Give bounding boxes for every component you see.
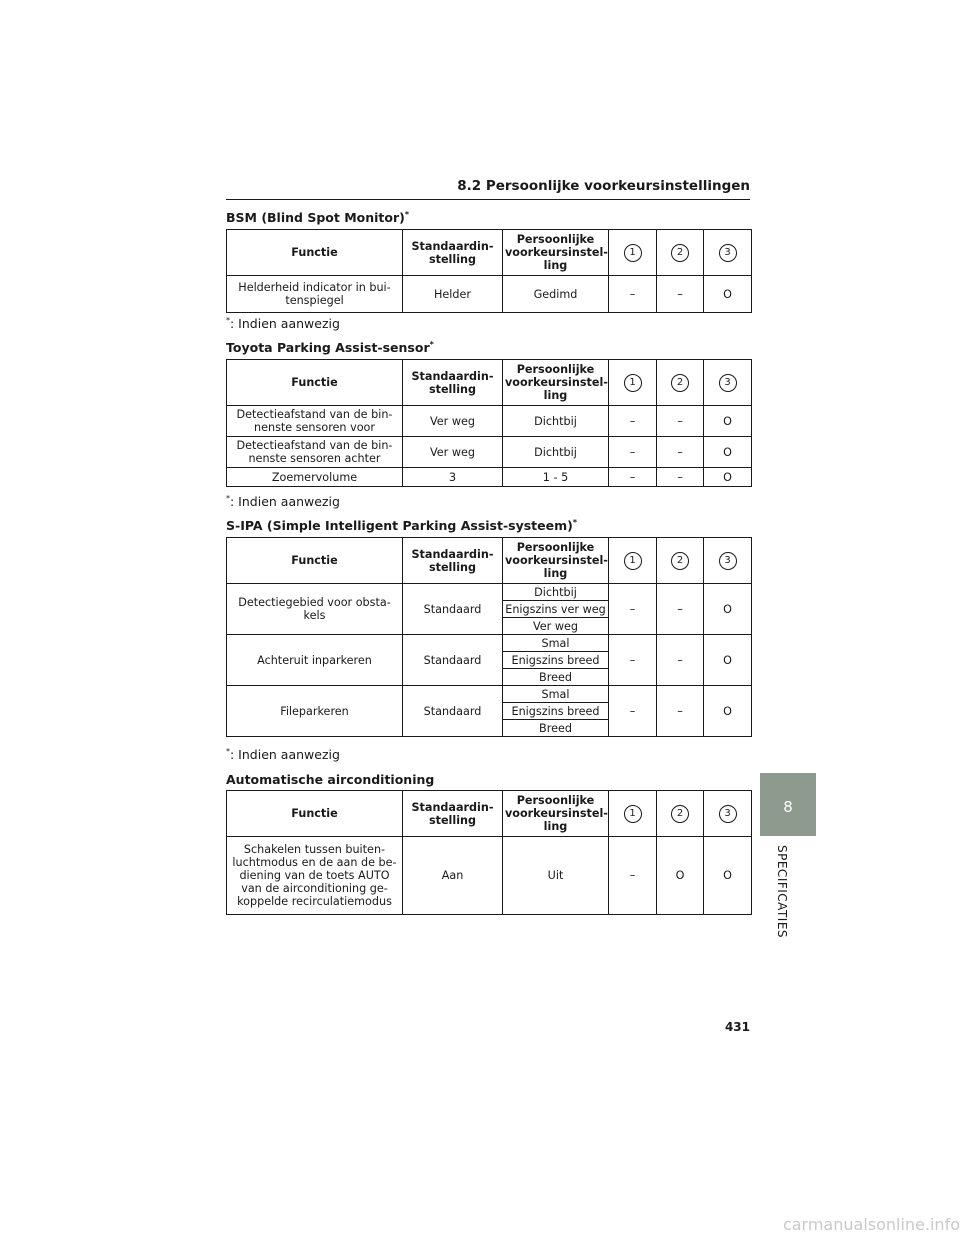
table-row: Detectieafstand van de bin-nenste sensoren achter Ver weg Dichtbij – – O [227,437,752,468]
table-row: Fileparkeren Standaard Smal – – O [227,686,752,703]
table-row: Detectieafstand van de bin-nenste sensoren voor Ver weg Dichtbij – – O [227,406,752,437]
section-title-sipa: S-IPA (Simple Intelligent Parking Assist-systeem)* [226,518,578,534]
bsm-table [226,229,752,313]
sipa-table: Functie Standaardin-stelling Persoonlijke voorkeursinstel-ling 1 2 3 Detectiegebied voor obsta-kels Standaard Dichtbij – – O Enigszins ver weg Ver weg Achteruit inparkeren Standaard Smal – – O Enigszins breed Breed Fileparkeren Standaard Smal – – O Enigszins breed Breed [226,537,752,737]
circled-1-icon: 1 [624,805,642,823]
footnote: *: Indien aanwezig [226,494,340,510]
circled-1-icon: 1 [624,374,642,392]
table-row: Zoemervolume 3 1 - 5 – – O [227,468,752,487]
col-persoonlijk: Persoonlijke voorkeursinstel-ling [503,230,609,276]
section-title-tpa: Toyota Parking Assist-sensor* [226,340,434,356]
circled-2-icon: 2 [671,552,689,570]
chapter-label: SPECIFICATIES [775,845,789,939]
ac-table: Functie Standaardin-stelling Persoonlijke voorkeursinstel-ling 1 2 3 Schakelen tussen buiten-luchtmodus en de aan de be-diening van de toets AUTO van de airconditioning ge-koppelde recirculatiemodus Aan Uit – O O [226,790,752,915]
circled-1-icon: 1 [624,244,642,262]
running-header: 8.2 Persoonlijke voorkeursinstellingen [226,178,750,200]
watermark: carmanualsonline.info [782,1215,960,1234]
tpa-table: Functie Standaardin-stelling Persoonlijke voorkeursinstel-ling 1 2 3 Detectieafstand van de bin-nenste sensoren voor Ver weg Dichtbij – – O Detectieafstand van de bin-nenste sensoren achter Ver weg Dichtbij – – O Zoemervolume 3 1 - 5 – – O [226,359,752,487]
table-row: Detectiegebied voor obsta-kels Standaard Dichtbij – – O [227,584,752,601]
circled-3-icon: 3 [719,805,737,823]
page-number: 431 [724,1020,750,1034]
circled-3-icon: 3 [719,374,737,392]
section-title-bsm: BSM (Blind Spot Monitor)* [226,210,410,226]
circled-1-icon: 1 [624,552,642,570]
chapter-number: 8 [783,798,793,816]
col-functie: Functie [227,230,403,276]
circled-2-icon: 2 [671,244,689,262]
footnote: *: Indien aanwezig [226,747,340,763]
footnote: *: Indien aanwezig [226,316,340,332]
circled-2-icon: 2 [671,374,689,392]
section-title-ac: Automatische airconditioning [226,772,435,787]
circled-3-icon: 3 [719,552,737,570]
circled-2-icon: 2 [671,805,689,823]
table-row: Schakelen tussen buiten-luchtmodus en de aan de be-diening van de toets AUTO van de airconditioning ge-koppelde recirculatiemodus Aan Uit – O O [227,837,752,915]
col-standaard: Standaardin-stelling [403,230,503,276]
table-row: Helderheid indicator in bui-tenspiegel Helder Gedimd – – O [227,276,752,313]
table-row: Achteruit inparkeren Standaard Smal – – O [227,635,752,652]
circled-3-icon: 3 [719,244,737,262]
